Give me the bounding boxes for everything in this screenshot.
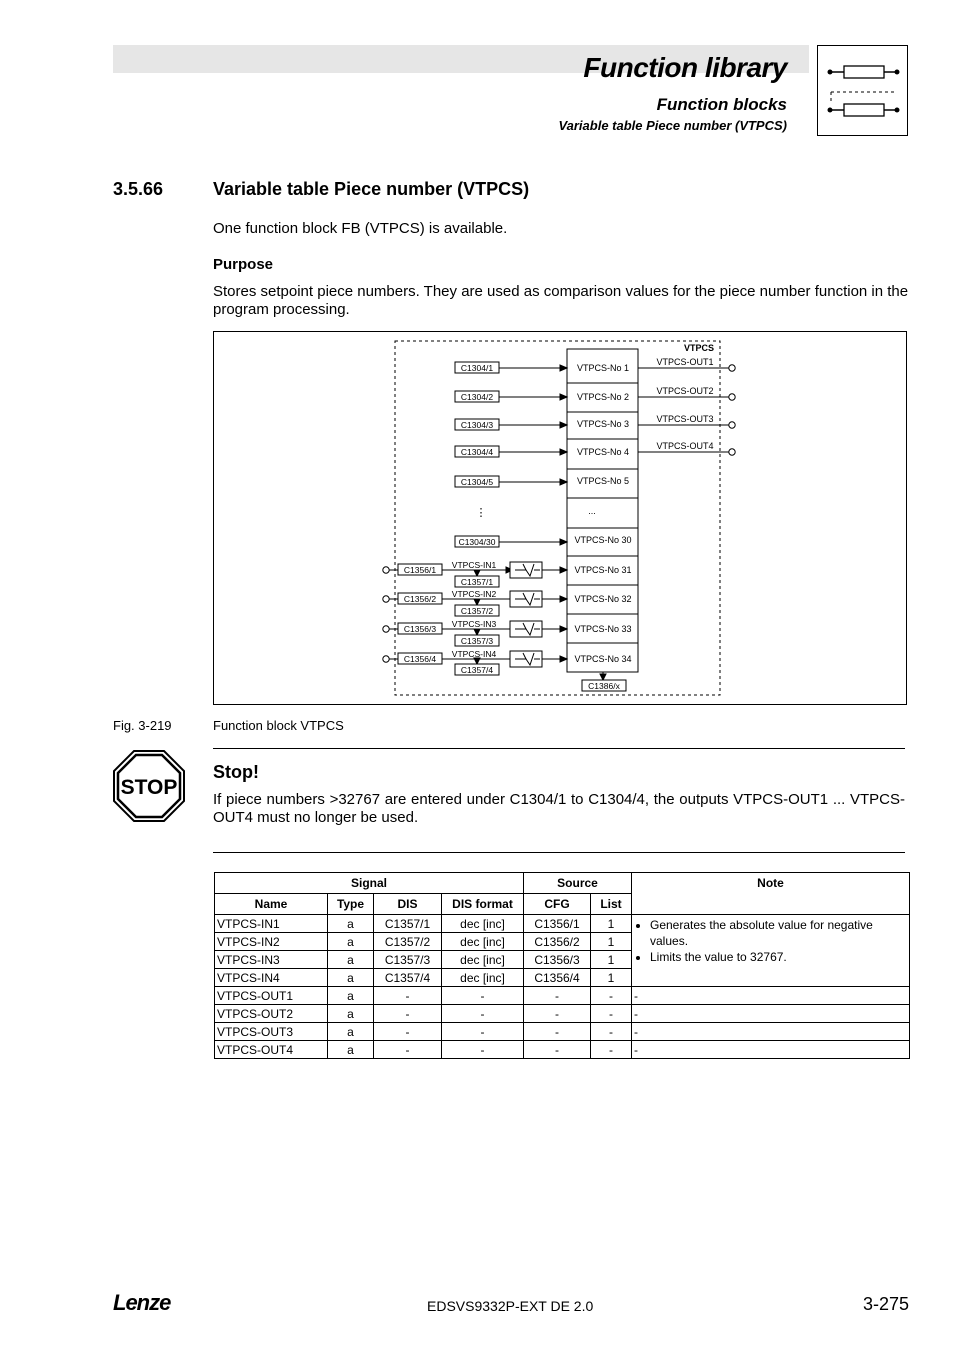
table-row xyxy=(215,915,910,933)
table-cell: VTPCS-No 31 xyxy=(574,565,632,575)
input-name-label: VTPCS-IN3 xyxy=(451,619,497,629)
page-title: Function library xyxy=(583,52,787,83)
cell-dis-format: - xyxy=(442,1005,524,1023)
cell-list: 1 xyxy=(591,915,632,933)
cell-dis: - xyxy=(374,1041,442,1059)
cell-dis: - xyxy=(374,1023,442,1041)
cell-cfg: - xyxy=(524,1005,591,1023)
divider xyxy=(213,852,905,853)
input-name-label: VTPCS-IN4 xyxy=(451,649,497,659)
function-block-icon xyxy=(817,45,908,136)
cell-list: - xyxy=(591,987,632,1005)
bottom-code-label: C1386/x xyxy=(588,681,620,691)
cell-dis-format: dec [inc] xyxy=(442,915,524,933)
table-cell: VTPCS-No 30 xyxy=(574,535,632,545)
cell-list: 1 xyxy=(591,933,632,951)
output-label: VTPCS-OUT1 xyxy=(656,357,714,367)
note-item: • Limits the value to 32767. xyxy=(650,949,907,965)
cell-cfg: - xyxy=(524,1041,591,1059)
cell-dis: - xyxy=(374,987,442,1005)
input-dis-label: C1357/3 xyxy=(460,636,494,646)
signal-table xyxy=(214,872,910,1059)
section-number: 3.5.66 xyxy=(113,179,164,199)
output-label: VTPCS-OUT3 xyxy=(656,414,714,424)
cell-dis-format: - xyxy=(442,1023,524,1041)
column-header: Name xyxy=(215,894,328,915)
table-row xyxy=(215,1023,910,1041)
figure-label: Fig. 3-219 xyxy=(113,718,172,733)
input-dis-label: C1357/4 xyxy=(460,665,494,675)
svg-text:STOP: STOP xyxy=(120,776,178,799)
cell-type: a xyxy=(328,1041,374,1059)
table-cell: VTPCS-No 34 xyxy=(574,654,632,664)
code-label: C1304/1 xyxy=(460,363,494,373)
stop-title: Stop! xyxy=(213,762,259,782)
table-cell: VTPCS-No 3 xyxy=(576,419,630,429)
intro-text: One function block FB (VTPCS) is available. xyxy=(213,220,508,237)
cell-type: a xyxy=(328,1005,374,1023)
code-label: C1304/30 xyxy=(458,537,496,547)
cell-dis-format: dec [inc] xyxy=(442,969,524,987)
table-cell: VTPCS-No 5 xyxy=(576,476,630,486)
document-id: EDSVS9332P-EXT DE 2.0 xyxy=(427,1298,594,1314)
cell-list: 1 xyxy=(591,969,632,987)
table-cell: VTPCS-No 32 xyxy=(574,594,632,604)
table-cell: VTPCS-No 2 xyxy=(576,392,630,402)
input-name-label: VTPCS-IN1 xyxy=(451,560,497,570)
table-cell: ... xyxy=(588,506,596,516)
stop-text: If piece numbers >32767 are entered under C1304/1 to C1304/4, the outputs VTPCS-OUT1 ... VTPCS-OUT4 must no longer be used. xyxy=(213,791,905,826)
input-cfg-label: C1356/2 xyxy=(403,594,437,604)
cell-cfg: C1356/2 xyxy=(524,933,591,951)
cell-note: - xyxy=(632,1023,910,1041)
cell-dis: C1357/4 xyxy=(374,969,442,987)
cell-name: VTPCS-OUT1 xyxy=(215,987,328,1005)
group-header-signal: Signal xyxy=(215,873,524,894)
note-header: Note xyxy=(632,873,910,915)
group-header-source: Source xyxy=(524,873,632,894)
function-block-diagram xyxy=(213,331,907,705)
table-cell: VTPCS-No 4 xyxy=(576,447,630,457)
table-cell: VTPCS-No 33 xyxy=(574,624,632,634)
stop-sign-icon xyxy=(113,750,185,827)
purpose-heading: Purpose xyxy=(213,256,274,273)
cell-cfg: C1356/3 xyxy=(524,951,591,969)
code-label: C1304/5 xyxy=(460,477,494,487)
cell-cfg: C1356/1 xyxy=(524,915,591,933)
cell-note: - xyxy=(632,987,910,1005)
input-cfg-label: C1356/3 xyxy=(403,624,437,634)
cell-cfg: C1356/4 xyxy=(524,969,591,987)
input-dis-label: C1357/2 xyxy=(460,606,494,616)
cell-type: a xyxy=(328,987,374,1005)
cell-list: 1 xyxy=(591,951,632,969)
cell-name: VTPCS-OUT2 xyxy=(215,1005,328,1023)
cell-cfg: - xyxy=(524,987,591,1005)
column-header: Type xyxy=(328,894,374,915)
section-reference: Variable table Piece number (VTPCS) xyxy=(558,118,787,133)
input-cfg-label: C1356/1 xyxy=(403,565,437,575)
column-header: DIS xyxy=(374,894,442,915)
cell-dis: C1357/1 xyxy=(374,915,442,933)
cell-dis: C1357/2 xyxy=(374,933,442,951)
lenze-logo: Lenze xyxy=(113,1290,171,1315)
cell-dis-format: - xyxy=(442,1041,524,1059)
figure-caption: Function block VTPCS xyxy=(213,718,344,733)
cell-name: VTPCS-IN4 xyxy=(215,969,328,987)
cell-name: VTPCS-OUT3 xyxy=(215,1023,328,1041)
section-title: Variable table Piece number (VTPCS) xyxy=(213,179,530,199)
cell-dis: C1357/3 xyxy=(374,951,442,969)
cell-note: - xyxy=(632,1005,910,1023)
cell-type: a xyxy=(328,1023,374,1041)
cell-list: - xyxy=(591,1023,632,1041)
table-row xyxy=(215,987,910,1005)
table-row xyxy=(215,1041,910,1059)
note-item: • Generates the absolute value for negative values. xyxy=(650,917,907,949)
code-label: C1304/3 xyxy=(460,420,494,430)
page-subtitle: Function blocks xyxy=(656,95,787,114)
cell-dis-format: dec [inc] xyxy=(442,933,524,951)
input-name-label: VTPCS-IN2 xyxy=(451,589,497,599)
column-header: List xyxy=(591,894,632,915)
cell-type: a xyxy=(328,915,374,933)
page-number: 3-275 xyxy=(862,1294,909,1314)
cell-type: a xyxy=(328,933,374,951)
cell-name: VTPCS-IN2 xyxy=(215,933,328,951)
block-name-label: VTPCS xyxy=(683,343,714,353)
column-header: CFG xyxy=(524,894,591,915)
note-cell xyxy=(632,915,910,987)
code-label: C1304/4 xyxy=(460,447,494,457)
cell-type: a xyxy=(328,969,374,987)
cell-name: VTPCS-OUT4 xyxy=(215,1041,328,1059)
cell-cfg: - xyxy=(524,1023,591,1041)
column-header: DIS format xyxy=(442,894,524,915)
output-label: VTPCS-OUT4 xyxy=(656,441,714,451)
input-dis-label: C1357/1 xyxy=(460,577,494,587)
cell-dis-format: - xyxy=(442,987,524,1005)
input-cfg-label: C1356/4 xyxy=(403,654,437,664)
cell-dis: - xyxy=(374,1005,442,1023)
table-row xyxy=(215,1005,910,1023)
code-label: C1304/2 xyxy=(460,392,494,402)
cell-note: - xyxy=(632,1041,910,1059)
vertical-ellipsis: ⋮ xyxy=(475,507,487,519)
cell-name: VTPCS-IN1 xyxy=(215,915,328,933)
cell-dis-format: dec [inc] xyxy=(442,951,524,969)
cell-name: VTPCS-IN3 xyxy=(215,951,328,969)
cell-list: - xyxy=(591,1041,632,1059)
divider xyxy=(213,748,905,749)
cell-list: - xyxy=(591,1005,632,1023)
cell-type: a xyxy=(328,951,374,969)
table-cell: VTPCS-No 1 xyxy=(576,363,630,373)
purpose-text: Stores setpoint piece numbers. They are used as comparison values for the piece number function in the program processing. xyxy=(213,283,909,318)
output-label: VTPCS-OUT2 xyxy=(656,386,714,396)
